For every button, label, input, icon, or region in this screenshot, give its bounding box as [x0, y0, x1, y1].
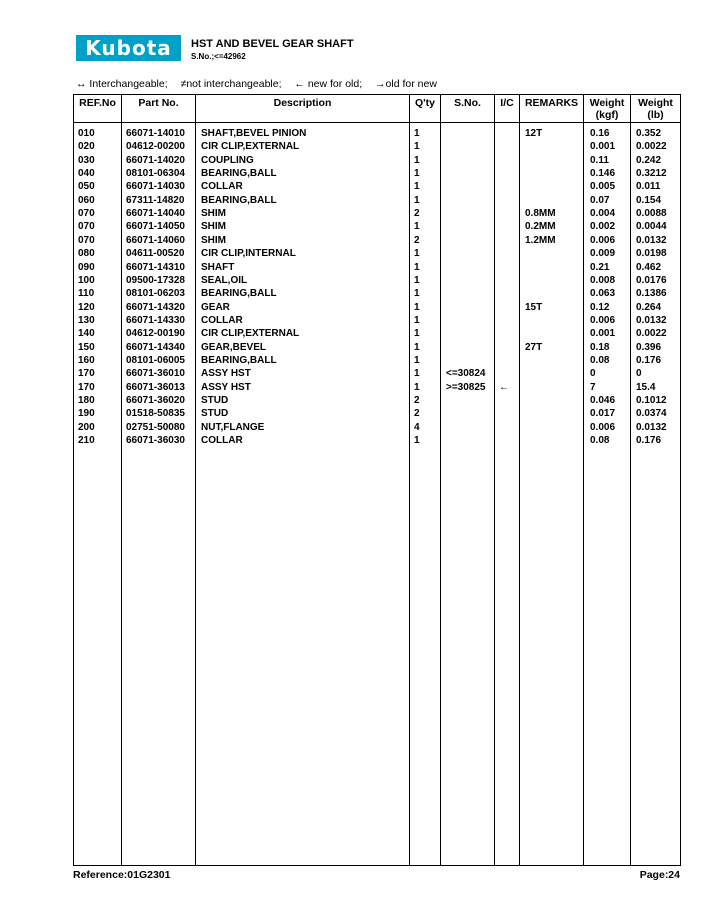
part-no-cell: 04611-00520 [126, 248, 185, 260]
description-cell: BEARING,BALL [201, 194, 277, 206]
description-cell: SHIM [201, 208, 226, 220]
weight-lb-cell: 0.0044 [636, 221, 667, 233]
serial-no-cell: >=30825 [446, 381, 486, 393]
header-description: Description [273, 97, 332, 109]
part-no-cell: 66071-14030 [126, 181, 185, 193]
description-cell: CIR CLIP,EXTERNAL [201, 328, 300, 340]
weight-kgf-cell: 0.07 [590, 194, 610, 206]
description-cell: COUPLING [201, 154, 254, 166]
ref-no-cell: 160 [78, 354, 95, 366]
remarks-cell: 12T [525, 128, 543, 139]
description-cell: GEAR [201, 301, 230, 313]
remarks-cell: 0.2MM [525, 221, 556, 233]
quantity-cell: 1 [414, 221, 420, 233]
quantity-cell: 1 [414, 328, 420, 340]
serial-range: S.No.;<=42962 [191, 52, 246, 61]
weight-lb-cell: 0.264 [636, 301, 662, 313]
ref-no-cell: 030 [78, 154, 95, 166]
ref-no-cell: 200 [78, 421, 95, 433]
part-no-cell: 66071-36020 [126, 395, 185, 406]
ref-no-cell: 140 [78, 328, 95, 340]
table-row [74, 274, 680, 287]
weight-kgf-cell: 0.006 [590, 314, 616, 326]
description-cell: BEARING,BALL [201, 288, 277, 300]
quantity-cell: 2 [414, 395, 420, 406]
weight-lb-cell: 0.154 [636, 194, 662, 206]
header-sno: S.No. [454, 97, 481, 109]
quantity-cell: 1 [414, 261, 420, 273]
quantity-cell: 1 [414, 314, 420, 326]
weight-lb-cell: 0.0022 [636, 328, 667, 340]
header-weight-lb [631, 97, 680, 121]
table-row [74, 287, 680, 300]
page-number: Page:24 [639, 869, 680, 881]
part-no-cell: 09500-17328 [126, 274, 185, 286]
ref-no-cell: 070 [78, 234, 95, 246]
quantity-cell: 1 [414, 288, 420, 300]
part-no-cell: 04612-00200 [126, 141, 185, 153]
weight-kgf-cell: 0.005 [590, 181, 616, 193]
weight-kgf-cell: 7 [590, 381, 596, 393]
quantity-cell: 2 [414, 208, 420, 220]
header-ref: REF.No [79, 97, 116, 109]
parts-table [73, 94, 681, 866]
quantity-cell: 1 [414, 381, 420, 393]
weight-kgf-cell: 0.006 [590, 234, 616, 246]
ref-no-cell: 060 [78, 194, 95, 206]
description-cell: SHAFT [201, 261, 235, 273]
weight-lb-cell: 0.176 [636, 435, 662, 447]
legend-new-for-old: ← new for old; [294, 78, 363, 90]
description-cell: STUD [201, 408, 229, 420]
ref-no-cell: 190 [78, 408, 95, 420]
interchange-cell: ← [499, 381, 509, 393]
weight-lb-cell: 0.0374 [636, 408, 667, 420]
quantity-cell: 1 [414, 181, 420, 193]
table-row [74, 341, 680, 354]
table-row [74, 167, 680, 180]
weight-kgf-cell: 0.017 [590, 408, 616, 420]
weight-lb-cell: 0.0132 [636, 421, 667, 433]
part-no-cell: 66071-14010 [126, 128, 185, 139]
header-divider [74, 122, 680, 123]
table-row [74, 207, 680, 220]
description-cell: STUD [201, 395, 229, 406]
part-no-cell: 66071-14320 [126, 301, 185, 313]
ref-no-cell: 020 [78, 141, 95, 153]
weight-lb-cell: 0.0132 [636, 314, 667, 326]
header-qty: Q'ty [414, 97, 435, 109]
weight-kgf-cell: 0.18 [590, 341, 610, 353]
weight-lb-cell: 0.176 [636, 354, 662, 366]
table-row [74, 234, 680, 247]
description-cell: COLLAR [201, 435, 243, 447]
weight-kgf-cell: 0.16 [590, 128, 610, 139]
table-row [74, 127, 680, 140]
ref-no-cell: 120 [78, 301, 95, 313]
header-weight-lb-line2: (lb) [647, 109, 664, 121]
part-no-cell: 66071-36030 [126, 435, 185, 447]
ref-no-cell: 070 [78, 221, 95, 233]
part-no-cell: 66071-14020 [126, 154, 185, 166]
quantity-cell: 1 [414, 301, 420, 313]
weight-kgf-cell: 0.001 [590, 328, 616, 340]
table-row [74, 194, 680, 207]
weight-lb-cell: 0.352 [636, 128, 662, 139]
quantity-cell: 1 [414, 341, 420, 353]
weight-kgf-cell: 0.004 [590, 208, 616, 220]
description-cell: BEARING,BALL [201, 354, 277, 366]
description-cell: SHAFT,BEVEL PINION [201, 128, 307, 139]
page-title: HST AND BEVEL GEAR SHAFT [191, 38, 354, 50]
header-weight-kgf-line2: (kgf) [595, 109, 619, 121]
description-cell: SHIM [201, 221, 226, 233]
weight-lb-cell: 0.0176 [636, 274, 667, 286]
ref-no-cell: 010 [78, 128, 95, 139]
part-no-cell: 04612-00190 [126, 328, 185, 340]
table-row [74, 180, 680, 193]
table-row [74, 154, 680, 167]
ref-no-cell: 070 [78, 208, 95, 220]
quantity-cell: 1 [414, 368, 420, 380]
weight-lb-cell: 0.462 [636, 261, 662, 273]
quantity-cell: 1 [414, 128, 420, 139]
weight-kgf-cell: 0.11 [590, 154, 609, 166]
quantity-cell: 4 [414, 421, 420, 433]
quantity-cell: 1 [414, 154, 420, 166]
ref-no-cell: 210 [78, 435, 95, 447]
weight-lb-cell: 15.4 [636, 381, 656, 393]
part-no-cell: 66071-14060 [126, 234, 185, 246]
part-no-cell: 66071-14310 [126, 261, 185, 273]
weight-lb-cell: 0.011 [636, 181, 661, 193]
quantity-cell: 1 [414, 274, 420, 286]
remarks-cell: 27T [525, 341, 543, 353]
ref-no-cell: 050 [78, 181, 95, 193]
header-weight-kgf [584, 97, 630, 121]
legend-old-for-new: →old for new [375, 78, 437, 90]
weight-lb-cell: 0.3212 [636, 168, 667, 180]
quantity-cell: 1 [414, 168, 420, 180]
ref-no-cell: 100 [78, 274, 95, 286]
part-no-cell: 08101-06203 [126, 288, 185, 300]
weight-kgf-cell: 0.146 [590, 168, 616, 180]
kubota-logo-graphic [76, 35, 181, 61]
weight-lb-cell: 0.0132 [636, 234, 667, 246]
weight-lb-cell: 0.0198 [636, 248, 667, 260]
serial-no-cell: <=30824 [446, 368, 486, 380]
quantity-cell: 1 [414, 141, 420, 153]
header-weight-lb-line1: Weight [638, 97, 673, 109]
legend-not-interchangeable: ≠not interchangeable; [180, 78, 282, 90]
table-row [74, 434, 680, 447]
table-row [74, 301, 680, 314]
weight-kgf-cell: 0.006 [590, 421, 616, 433]
part-no-cell: 66071-14050 [126, 221, 185, 233]
quantity-cell: 1 [414, 194, 420, 206]
ref-no-cell: 170 [78, 368, 95, 380]
part-no-cell: 66071-14040 [126, 208, 185, 220]
remarks-cell: 1.2MM [525, 234, 556, 246]
part-no-cell: 67311-14820 [126, 194, 185, 206]
remarks-cell: 0.8MM [525, 208, 556, 220]
table-row [74, 140, 680, 153]
remarks-cell: 15T [525, 301, 543, 313]
kubota-logo [76, 35, 181, 61]
description-cell: SHIM [201, 234, 226, 246]
ref-no-cell: 170 [78, 381, 95, 393]
table-row [74, 394, 680, 407]
description-cell: CIR CLIP,EXTERNAL [201, 141, 300, 153]
legend [76, 78, 447, 90]
weight-lb-cell: 0.1386 [636, 288, 667, 300]
ref-no-cell: 150 [78, 341, 95, 353]
part-no-cell: 66071-36013 [126, 381, 185, 393]
weight-kgf-cell: 0.08 [590, 435, 610, 447]
logo-text: Kubota [85, 36, 172, 60]
description-cell: COLLAR [201, 314, 243, 326]
description-cell: GEAR,BEVEL [201, 341, 267, 353]
quantity-cell: 2 [414, 234, 420, 246]
description-cell: ASSY HST [201, 381, 251, 393]
ref-no-cell: 130 [78, 314, 95, 326]
description-cell: ASSY HST [201, 368, 251, 380]
header-part: Part No. [138, 97, 179, 109]
weight-lb-cell: 0 [636, 368, 642, 380]
weight-kgf-cell: 0 [590, 368, 596, 380]
table-row [74, 367, 680, 380]
weight-kgf-cell: 0.002 [590, 221, 616, 233]
description-cell: COLLAR [201, 181, 243, 193]
ref-no-cell: 080 [78, 248, 95, 260]
weight-kgf-cell: 0.008 [590, 274, 616, 286]
table-row [74, 407, 680, 420]
part-no-cell: 66071-14330 [126, 314, 185, 326]
header-remarks: REMARKS [524, 97, 579, 109]
weight-lb-cell: 0.1012 [636, 395, 667, 406]
table-row [74, 314, 680, 327]
quantity-cell: 1 [414, 435, 420, 447]
table-row [74, 220, 680, 233]
weight-lb-cell: 0.396 [636, 341, 662, 353]
ref-no-cell: 110 [78, 288, 95, 300]
ref-no-cell: 090 [78, 261, 95, 273]
quantity-cell: 1 [414, 354, 420, 366]
part-no-cell: 66071-36010 [126, 368, 185, 380]
part-no-cell: 08101-06304 [126, 168, 185, 180]
table-row [74, 421, 680, 434]
weight-kgf-cell: 0.21 [590, 261, 610, 273]
weight-kgf-cell: 0.08 [590, 354, 610, 366]
legend-interchangeable: ↔ Interchangeable; [76, 78, 168, 90]
weight-kgf-cell: 0.009 [590, 248, 616, 260]
weight-lb-cell: 0.0022 [636, 141, 667, 153]
weight-lb-cell: 0.0088 [636, 208, 667, 220]
weight-kgf-cell: 0.063 [590, 288, 616, 300]
description-cell: CIR CLIP,INTERNAL [201, 248, 296, 260]
weight-kgf-cell: 0.001 [590, 141, 616, 153]
weight-kgf-cell: 0.046 [590, 395, 616, 406]
table-row [74, 247, 680, 260]
description-cell: BEARING,BALL [201, 168, 277, 180]
table-row [74, 381, 680, 394]
table-row [74, 327, 680, 340]
part-no-cell: 01518-50835 [126, 408, 185, 420]
header-weight-kgf-line1: Weight [589, 97, 625, 109]
description-cell: NUT,FLANGE [201, 421, 265, 433]
part-no-cell: 08101-06005 [126, 354, 185, 366]
table-row [74, 261, 680, 274]
quantity-cell: 1 [414, 248, 420, 260]
weight-kgf-cell: 0.12 [590, 301, 610, 313]
reference-number: Reference:01G2301 [73, 869, 171, 881]
ref-no-cell: 040 [78, 168, 95, 180]
header-ic: I/C [500, 97, 514, 109]
weight-lb-cell: 0.242 [636, 154, 662, 166]
table-row [74, 354, 680, 367]
description-cell: SEAL,OIL [201, 274, 248, 286]
quantity-cell: 2 [414, 408, 420, 420]
part-no-cell: 02751-50080 [126, 421, 185, 433]
ref-no-cell: 180 [78, 395, 95, 406]
part-no-cell: 66071-14340 [126, 341, 185, 353]
